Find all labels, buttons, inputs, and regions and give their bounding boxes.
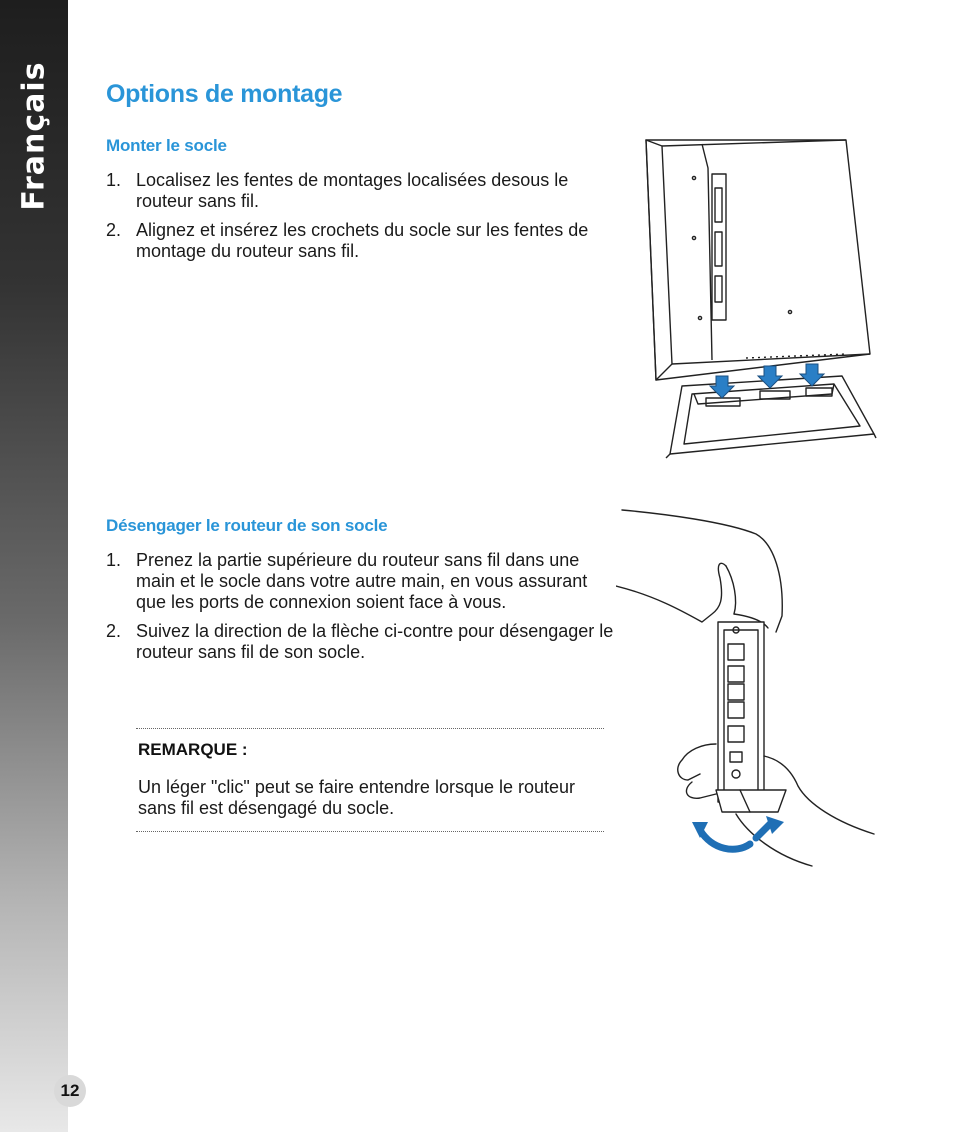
list-item [106, 550, 616, 613]
section-heading-mount: Monter le socle [106, 136, 227, 155]
note-text: Un léger "clic" peut se faire entendre lorsque le routeur sans fil est désengagé du socle. [138, 777, 576, 818]
note-box [136, 728, 604, 832]
side-bar [0, 0, 68, 1132]
step-number: 2. [106, 220, 122, 240]
page-title: Options de montage [106, 80, 343, 108]
language-label: Français [16, 61, 52, 211]
step-text: Alignez et insérez les crochets du socle sur les fentes de montage du routeur sans fil. [136, 220, 589, 261]
mount-steps [106, 170, 616, 270]
step-text: Localisez les fentes de montages localisées desous le routeur sans fil. [136, 170, 569, 211]
list-item [106, 170, 616, 212]
note-title: REMARQUE : [138, 740, 248, 759]
step-number: 1. [106, 550, 122, 570]
step-number: 2. [106, 621, 122, 641]
list-item [106, 220, 616, 262]
router-detach-hands-illustration [616, 504, 880, 874]
list-item [106, 621, 616, 663]
detach-steps [106, 550, 616, 671]
step-text: Prenez la partie supérieure du routeur sans fil dans une main et le socle dans votre autre main, en vous assurant que les ports de connexion soient face à vous. [136, 550, 588, 612]
section-heading-detach: Désengager le routeur de son socle [106, 516, 388, 535]
step-number: 1. [106, 170, 122, 190]
language-tab [0, 61, 68, 240]
page-number: 12 [54, 1075, 86, 1107]
step-text: Suivez la direction de la flèche ci-contre pour désengager le routeur sans fil de son socle. [136, 621, 614, 662]
router-stand-mount-illustration [636, 132, 882, 462]
